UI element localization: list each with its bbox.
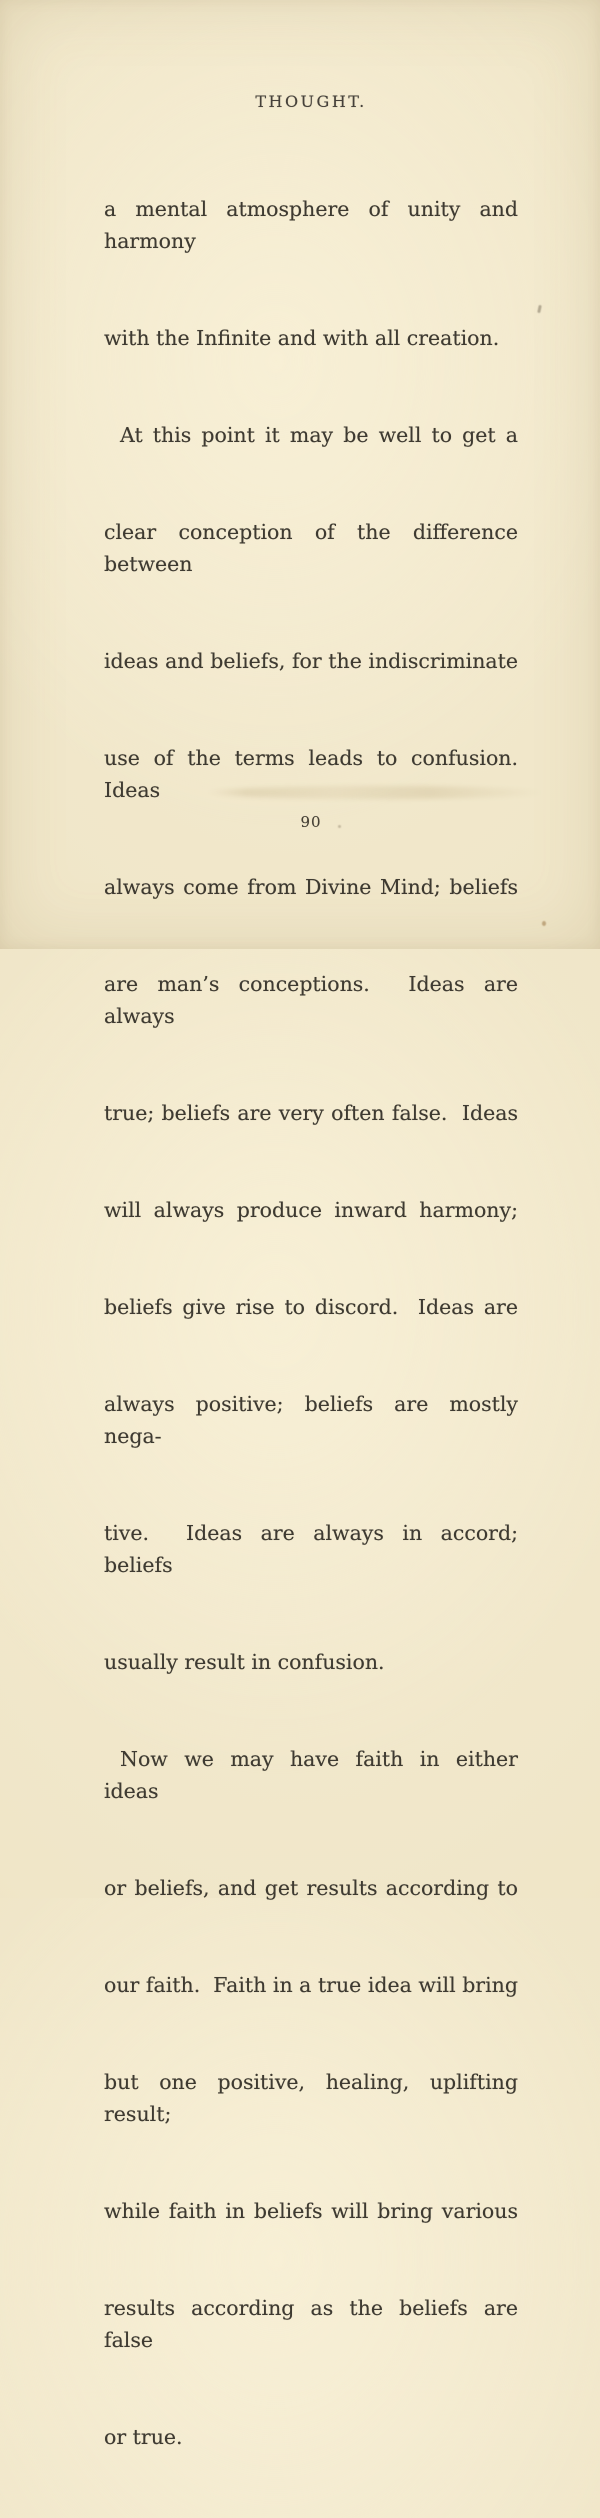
text-line: will always produce inward harmony; [104,1197,518,1222]
text-line: or beliefs, and get results according to [104,1876,518,1901]
text-line: always come from Divine Mind; beliefs [104,874,518,899]
running-head-title: THOUGHT. [255,92,367,111]
text-line: true; beliefs are very often false. Ideas [104,1100,518,1125]
text-line: clear conception of the difference between [104,519,525,576]
text-line: with the Infinite and with all creation. [104,325,500,350]
text-line: a mental atmosphere of unity and harmony [104,196,525,253]
text-line: At this point it may be well to get a [120,422,518,447]
paper-speck [338,825,341,828]
ink-speck [537,305,542,313]
text-line: our faith. Faith in a true idea will bring [104,1972,518,1997]
text-line: usually result in confusion. [104,1649,385,1674]
page-number: 90 [300,813,322,831]
text-line: while faith in beliefs will bring various [104,2199,518,2223]
text-line: Now we may have faith in either ideas [104,1746,525,1804]
text-line: tive. Ideas are always in accord; beliefs [104,1520,525,1578]
text-line: or true. [104,2425,183,2450]
text-line: always positive; beliefs are mostly nega- [104,1391,525,1448]
paper-speck [542,921,546,926]
text-line: use of the terms leads to confusion. Ideas [104,745,532,802]
text-line: ideas and beliefs, for the indiscriminate [104,648,518,673]
text-block [104,128,532,2518]
text-line: beliefs give rise to discord. Ideas are [104,1294,518,1319]
text-line: results according as the beliefs are false [104,2295,525,2353]
text-line: but one positive, healing, uplifting result; [104,2069,525,2127]
text-line: are man’s conceptions. Ideas are always [104,971,525,1029]
